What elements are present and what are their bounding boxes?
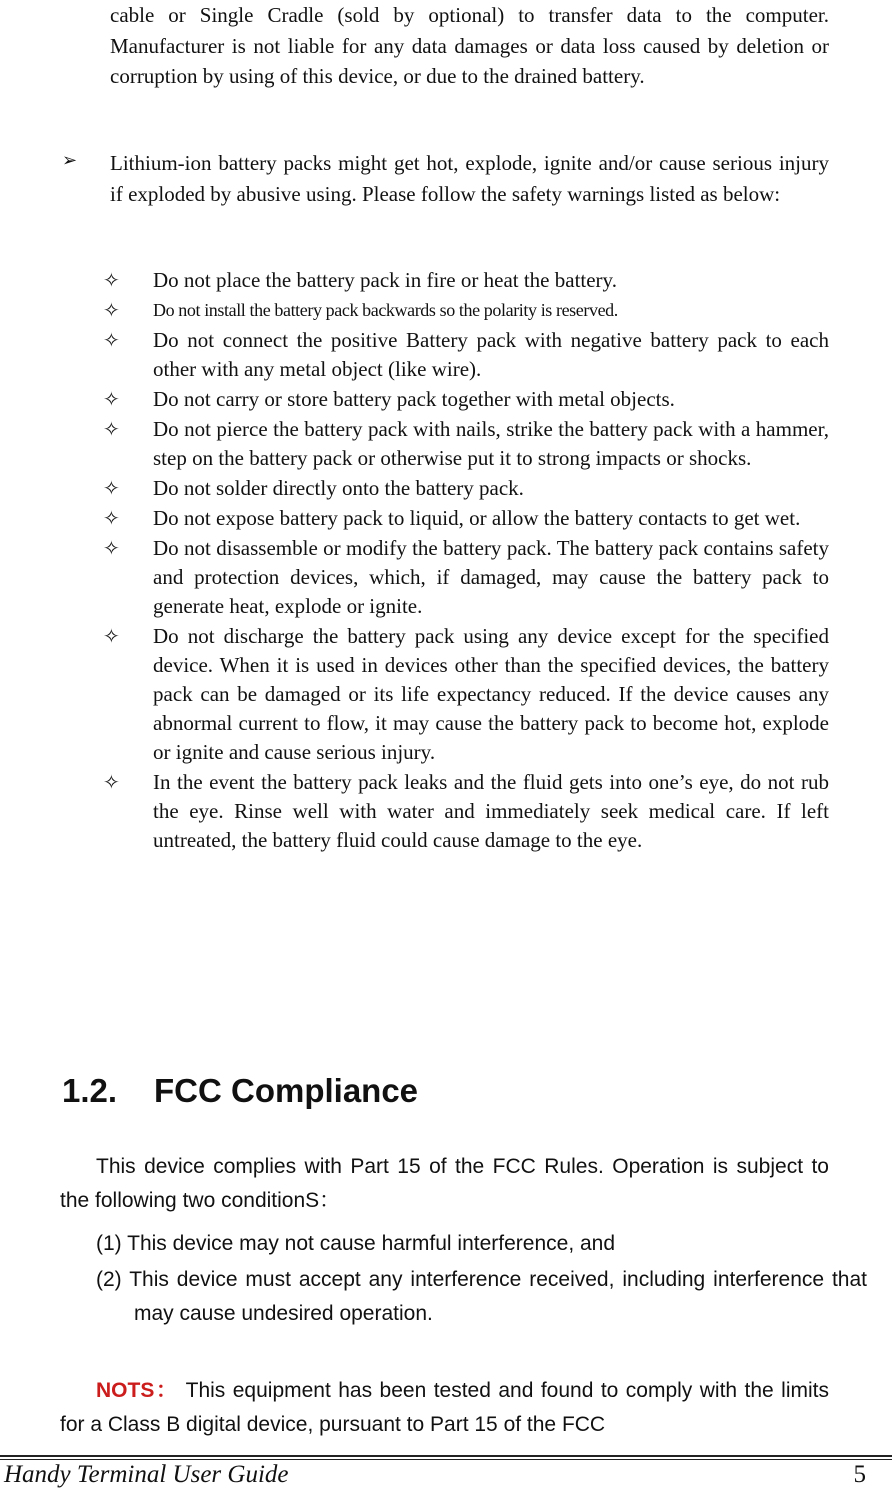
intro-paragraph: cable or Single Cradle (sold by optional) to transfer data to the computer. Manufacturer is not liable for any data damages or data loss caused by deletion or corruption by using of this device, or due to the drained battery. bbox=[110, 3, 829, 88]
list-item bbox=[100, 326, 829, 384]
warning-text: Do not discharge the battery pack using any device except for the specified device. When it is used in devices other than the specified devices, the battery pack can be damaged or its life expectancy reduced. If the device causes any abnormal current to flow, it may cause the battery pack to become hot, explode or ignite and cause serious injury. bbox=[153, 624, 829, 764]
diamond-bullet-icon: ✧ bbox=[103, 298, 120, 322]
diamond-bullet-icon: ✧ bbox=[103, 624, 120, 648]
arrow-bullet-icon: ➢ bbox=[62, 150, 78, 170]
note-label: NOTS： bbox=[96, 1379, 179, 1402]
section-heading bbox=[62, 1072, 418, 1110]
safety-warnings-list bbox=[100, 266, 829, 856]
battery-warning-intro: Lithium-ion battery packs might get hot, explode, ignite and/or cause serious injury if exploded by abusive using. Please follow the safety warnings listed as below: bbox=[110, 151, 829, 206]
list-item bbox=[100, 266, 829, 295]
warning-text: Do not solder directly onto the battery pack. bbox=[153, 476, 524, 500]
section-number: 1.2. bbox=[62, 1072, 118, 1109]
note-paragraph bbox=[60, 1374, 829, 1442]
footer-divider-thin bbox=[0, 1459, 892, 1460]
section-title: FCC Compliance bbox=[154, 1072, 419, 1109]
list-item bbox=[100, 474, 829, 503]
warning-text: Do not install the battery pack backwards so the polarity is reserved. bbox=[153, 300, 618, 320]
diamond-bullet-icon: ✧ bbox=[103, 770, 120, 794]
warning-text: Do not pierce the battery pack with nails, strike the battery pack with a hammer, step on the battery pack or otherwise put it to strong impacts or shocks. bbox=[153, 417, 829, 470]
footer-document-title: Handy Terminal User Guide bbox=[4, 1461, 289, 1488]
note-text: This equipment has been tested and found to comply with the limits for a Class B digital device, pursuant to Part 15 of the FCC bbox=[60, 1379, 829, 1436]
diamond-bullet-icon: ✧ bbox=[103, 328, 120, 352]
diamond-bullet-icon: ✧ bbox=[103, 387, 120, 411]
diamond-bullet-icon: ✧ bbox=[103, 506, 120, 530]
fcc-intro-paragraph: This device complies with Part 15 of the FCC Rules. Operation is subject to the following two conditionS： bbox=[60, 1155, 829, 1212]
warning-text: Do not expose battery pack to liquid, or allow the battery contacts to get wet. bbox=[153, 506, 801, 530]
list-item bbox=[100, 534, 829, 621]
warning-text: Do not connect the positive Battery pack with negative battery pack to each other with any metal object (like wire). bbox=[153, 328, 829, 381]
warning-text: Do not carry or store battery pack together with metal objects. bbox=[153, 387, 675, 411]
list-item bbox=[100, 415, 829, 473]
warning-text: Do not place the battery pack in fire or heat the battery. bbox=[153, 268, 617, 292]
condition-2: (2) This device must accept any interference received, including interference that may cause undesired operation. bbox=[96, 1268, 867, 1325]
warning-text: Do not disassemble or modify the battery pack. The battery pack contains safety and protection devices, which, if damaged, may cause the battery pack to generate heat, explode or ignite. bbox=[153, 536, 829, 618]
list-item bbox=[100, 622, 829, 767]
diamond-bullet-icon: ✧ bbox=[103, 476, 120, 500]
warning-text: In the event the battery pack leaks and the fluid gets into one’s eye, do not rub the eye. Rinse well with water and immediately seek medical care. If left untreated, the battery fluid could cause damage to the eye. bbox=[153, 770, 829, 852]
list-item bbox=[100, 504, 829, 533]
list-item bbox=[100, 296, 829, 325]
diamond-bullet-icon: ✧ bbox=[103, 417, 120, 441]
page-number: 5 bbox=[853, 1461, 866, 1488]
list-item bbox=[100, 768, 829, 855]
diamond-bullet-icon: ✧ bbox=[103, 536, 120, 560]
list-item bbox=[100, 385, 829, 414]
diamond-bullet-icon: ✧ bbox=[103, 268, 120, 292]
footer-divider-thick bbox=[0, 1455, 892, 1457]
condition-1: (1) This device may not cause harmful interference, and bbox=[96, 1232, 616, 1255]
